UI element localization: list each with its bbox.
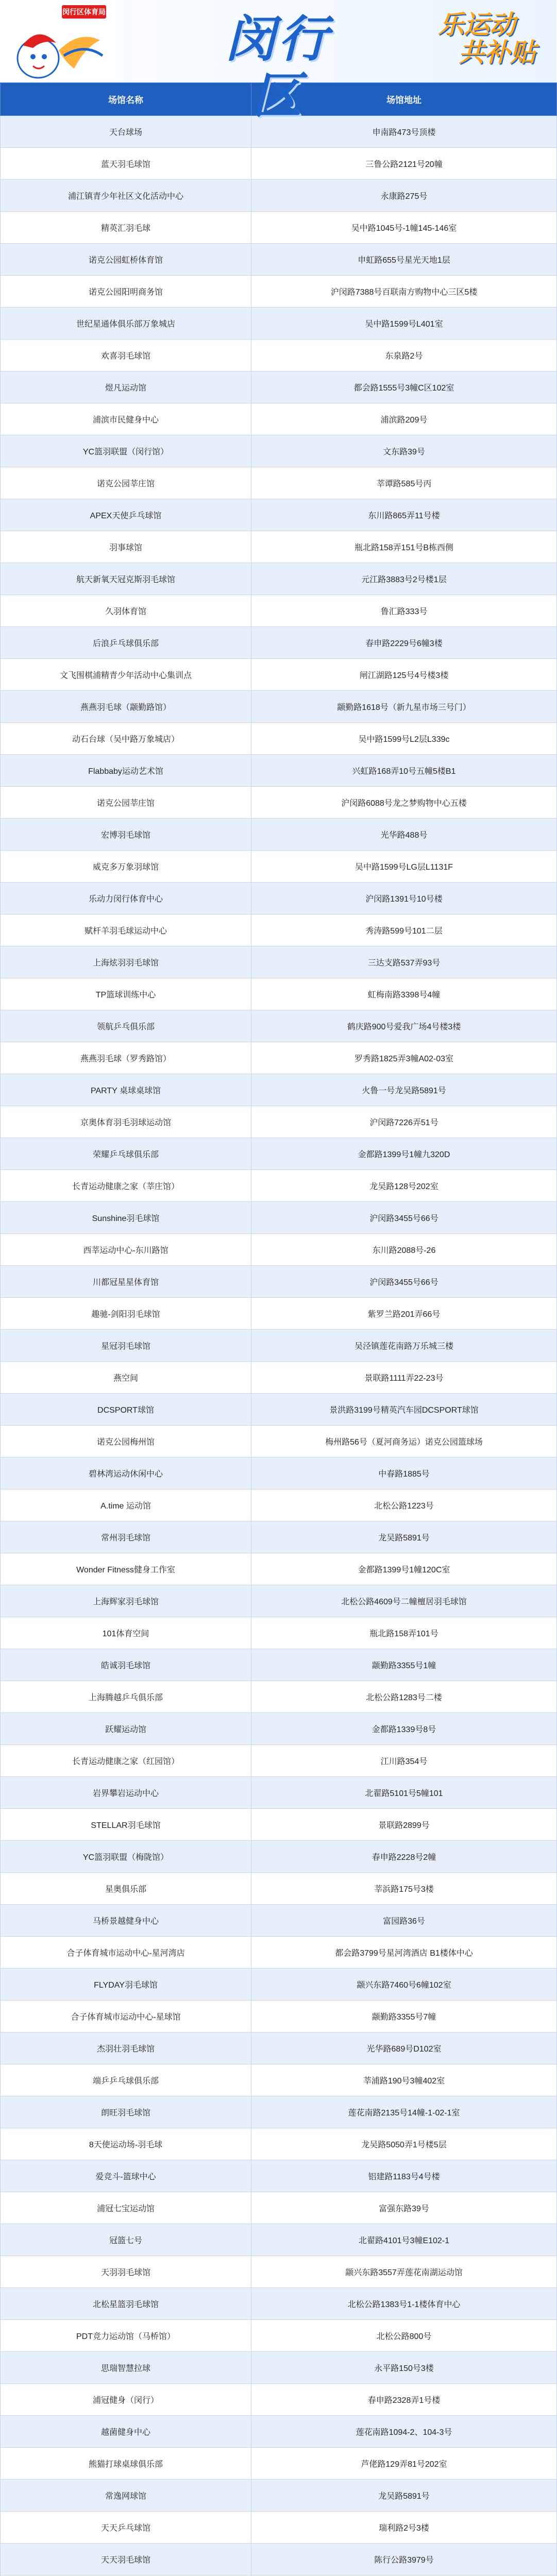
venue-name-cell: 浦江镇青少年社区文化活动中心 (1, 180, 251, 212)
venue-name-cell: 燕燕羽毛球（罗秀路馆） (1, 1042, 251, 1074)
table-row (1, 2160, 557, 2192)
venue-name-cell: 杰羽壮羽毛球馆 (1, 2032, 251, 2064)
venue-name-cell: 浦滨市民健身中心 (1, 403, 251, 435)
venue-name-cell: 动石台球（吴中路万象城店） (1, 723, 251, 755)
table-row (1, 1170, 557, 1202)
venue-name-cell: Flabbaby运动艺术馆 (1, 755, 251, 787)
table-row (1, 1809, 557, 1841)
table-row (1, 180, 557, 212)
venue-address-cell: 光华路689号D102室 (251, 2032, 557, 2064)
venue-name-cell: 浦冠健身（闵行） (1, 2384, 251, 2416)
table-row (1, 2288, 557, 2320)
table-row (1, 1873, 557, 1905)
venue-address-cell: 北松公路1283号二楼 (251, 1681, 557, 1713)
venue-table (0, 82, 557, 2576)
venue-address-cell: 吴中路1599号L2层L339c (251, 723, 557, 755)
table-row (1, 244, 557, 276)
venue-address-cell: 北翟路4101号3幢E102-1 (251, 2224, 557, 2256)
table-row (1, 1202, 557, 1234)
table-row (1, 2032, 557, 2064)
venue-name-cell: A.time 运动馆 (1, 1489, 251, 1521)
table-row (1, 2416, 557, 2448)
table-row (1, 1681, 557, 1713)
venue-name-cell: 后浪乒乓球俱乐部 (1, 627, 251, 659)
table-body (1, 116, 557, 2576)
venue-address-cell: 梅州路56号（夏河商务运）诺克公园篮球场 (251, 1426, 557, 1458)
venue-name-cell: 长青运动健康之家（莘庄馆） (1, 1170, 251, 1202)
venue-name-cell: 京奥体育羽毛羽球运动馆 (1, 1106, 251, 1138)
venue-name-cell: 冠篮七号 (1, 2224, 251, 2256)
venue-address-cell: 富强东路39号 (251, 2192, 557, 2224)
venue-address-cell: 莲花南路2135号14幢-1-02-1室 (251, 2096, 557, 2128)
venue-name-cell: 北松星篮羽毛球馆 (1, 2288, 251, 2320)
venue-address-cell: 永平路150号3楼 (251, 2352, 557, 2384)
venue-address-cell: 景联路2899号 (251, 1809, 557, 1841)
table-row (1, 2096, 557, 2128)
venue-name-cell: 上海辉家羽毛球馆 (1, 1585, 251, 1617)
venue-name-cell: 马桥景越健身中心 (1, 1905, 251, 1937)
venue-address-cell: 沪闵路7226弄51号 (251, 1106, 557, 1138)
table-row (1, 148, 557, 180)
venue-address-cell: 莲花南路1094-2、104-3号 (251, 2416, 557, 2448)
venue-name-cell: 常逸网球馆 (1, 2480, 251, 2512)
table-row (1, 1553, 557, 1585)
venue-name-cell: 星奥俱乐部 (1, 1873, 251, 1905)
venue-name-cell: 乐动力闵行体育中心 (1, 883, 251, 914)
table-row (1, 691, 557, 723)
venue-address-cell: 东川路2088号-26 (251, 1234, 557, 1266)
column-header-name: 场馆名称 (1, 83, 251, 116)
venue-address-cell: 三达支路537弄93号 (251, 946, 557, 978)
venue-address-cell: 颛勤路3355号7幢 (251, 2001, 557, 2032)
venue-name-cell: 燕空间 (1, 1362, 251, 1394)
venue-address-cell: 颛勤路3355号1幢 (251, 1649, 557, 1681)
venue-address-cell: 春申路2328弄1号楼 (251, 2384, 557, 2416)
table-row (1, 2192, 557, 2224)
venue-name-cell: PDT竞力运动馆（马桥馆） (1, 2320, 251, 2352)
table-row (1, 435, 557, 467)
venue-address-cell: 龙吴路128号202室 (251, 1170, 557, 1202)
venue-name-cell: 皓诚羽毛球馆 (1, 1649, 251, 1681)
venue-name-cell: 威克多万象羽球馆 (1, 851, 251, 883)
venue-address-cell: 申南路473号顶楼 (251, 116, 557, 148)
venue-address-cell: 虹梅南路3398号4幢 (251, 978, 557, 1010)
venue-name-cell: 蓝天羽毛球馆 (1, 148, 251, 180)
venue-address-cell: 沪闵路3455号66号 (251, 1202, 557, 1234)
venue-address-cell: 吴中路1599号LG层L1131F (251, 851, 557, 883)
table-row (1, 723, 557, 755)
venue-name-cell: 荣耀乒乓球俱乐部 (1, 1138, 251, 1170)
venue-name-cell: 上海炫羽羽毛球馆 (1, 946, 251, 978)
venue-address-cell: 罗秀路1825弄3幢A02-03室 (251, 1042, 557, 1074)
venue-address-cell: 北松公路1383号1-1楼体育中心 (251, 2288, 557, 2320)
venue-address-cell: 龙吴路5050弄1号楼5层 (251, 2128, 557, 2160)
venue-address-cell: 闸江湖路125号4号楼3楼 (251, 659, 557, 691)
venue-name-cell: 诺克公园梅州馆 (1, 1426, 251, 1458)
venue-address-cell: 颛兴东路3557弄莲花南湖运动馆 (251, 2256, 557, 2288)
venue-address-cell: 陈行公路3979号 (251, 2544, 557, 2575)
table-row (1, 2256, 557, 2288)
page-title: 闵行区 (226, 12, 331, 124)
table-row (1, 1266, 557, 1298)
table-row (1, 2064, 557, 2096)
venue-address-cell: 都会路3799号星河湾酒店 B1楼体中心 (251, 1937, 557, 1969)
table-row (1, 787, 557, 819)
venue-name-cell: 天天羽毛球馆 (1, 2544, 251, 2575)
venue-name-cell: 趣驰-剑阳羽毛球馆 (1, 1298, 251, 1330)
venue-name-cell: 诺克公园虹桥体育馆 (1, 244, 251, 276)
venue-name-cell: TP篮球训练中心 (1, 978, 251, 1010)
venue-address-cell: 沪闵路1391号10号楼 (251, 883, 557, 914)
table-row (1, 883, 557, 914)
table-row (1, 308, 557, 340)
venue-address-cell: 永康路275号 (251, 180, 557, 212)
table-row (1, 2320, 557, 2352)
venue-address-cell: 颛兴东路7460号6幢102室 (251, 1969, 557, 2001)
table-row (1, 2001, 557, 2032)
venue-name-cell: 诺克公园莘庄馆 (1, 787, 251, 819)
venue-address-cell: 光华路488号 (251, 819, 557, 851)
table-row (1, 2384, 557, 2416)
slogan-line-1: 乐运动 (438, 10, 515, 39)
table-row (1, 1042, 557, 1074)
venue-name-cell: 长青运动健康之家（红园馆） (1, 1745, 251, 1777)
venue-name-cell: 羽事球馆 (1, 531, 251, 563)
venue-name-cell: 诺克公园莘庄馆 (1, 467, 251, 499)
venue-name-cell: 精英汇羽毛球 (1, 212, 251, 244)
venue-address-cell: 金都路1399号1幢120C室 (251, 1553, 557, 1585)
venue-address-cell: 北松公路4609号二幢檀居羽毛球馆 (251, 1585, 557, 1617)
venue-address-cell: 中春路1885号 (251, 1458, 557, 1489)
venue-address-cell: 东川路865弄11号楼 (251, 499, 557, 531)
venue-name-cell: 星冠羽毛球馆 (1, 1330, 251, 1362)
venue-name-cell: 宏博羽毛球馆 (1, 819, 251, 851)
table-row (1, 1713, 557, 1745)
venue-address-cell: 春申路2228号2幢 (251, 1841, 557, 1873)
table-row (1, 2544, 557, 2575)
venue-address-cell: 沪闵路3455号66号 (251, 1266, 557, 1298)
venue-name-cell: PARTY 桌球桌球馆 (1, 1074, 251, 1106)
venue-name-cell: 端乒乒乓球俱乐部 (1, 2064, 251, 2096)
table-row (1, 1394, 557, 1426)
venue-name-cell: 越菌健身中心 (1, 2416, 251, 2448)
table-row (1, 2352, 557, 2384)
venue-address-cell: 北松公路1223号 (251, 1489, 557, 1521)
venue-name-cell: 8天使运动场-羽毛球 (1, 2128, 251, 2160)
venue-name-cell: APEX天使乒乓球馆 (1, 499, 251, 531)
venue-address-cell: 龙吴路5891号 (251, 2480, 557, 2512)
venue-name-cell: 合子体育城市运动中心-星河湾店 (1, 1937, 251, 1969)
venue-address-cell: 申虹路655号星光天地1层 (251, 244, 557, 276)
table-row (1, 851, 557, 883)
venue-address-cell: 吴泾镇莲花南路万乐城三楼 (251, 1330, 557, 1362)
venue-name-cell: 101体育空间 (1, 1617, 251, 1649)
venue-address-cell: 富园路36号 (251, 1905, 557, 1937)
venue-name-cell: 跃耀运动馆 (1, 1713, 251, 1745)
table-row (1, 340, 557, 371)
venue-address-cell: 兴虹路168弄10号五幢5楼B1 (251, 755, 557, 787)
venue-name-cell: 碧林湾运动休闲中心 (1, 1458, 251, 1489)
venue-address-cell: 北翟路5101号5幢101 (251, 1777, 557, 1809)
venue-name-cell: 西莘运动中心-东川路馆 (1, 1234, 251, 1266)
venue-name-cell: DCSPORT球馆 (1, 1394, 251, 1426)
table-row (1, 595, 557, 627)
venue-address-cell: 沪闵路6088号龙之梦购物中心五楼 (251, 787, 557, 819)
table-row (1, 1458, 557, 1489)
venue-name-cell: YC篮羽联盟（梅陇馆） (1, 1841, 251, 1873)
venue-name-cell: 常州羽毛球馆 (1, 1521, 251, 1553)
table-row (1, 2512, 557, 2544)
table-row (1, 1617, 557, 1649)
table-row (1, 1298, 557, 1330)
venue-name-cell: 世纪星通体俱乐部万象城店 (1, 308, 251, 340)
venue-name-cell: 川都冠星星体育馆 (1, 1266, 251, 1298)
table-row (1, 1905, 557, 1937)
venue-name-cell: 上海腾越乒乓俱乐部 (1, 1681, 251, 1713)
venue-address-cell: 颛勤路1618号（新九星市场三号门） (251, 691, 557, 723)
venue-name-cell: 朗旺羽毛球馆 (1, 2096, 251, 2128)
venue-address-cell: 元江路3883号2号楼1层 (251, 563, 557, 595)
venue-address-cell: 金都路1339号8号 (251, 1713, 557, 1745)
table-row (1, 531, 557, 563)
venue-address-cell: 金都路1399号1幢九320D (251, 1138, 557, 1170)
venue-name-cell: STELLAR羽毛球馆 (1, 1809, 251, 1841)
venue-address-cell: 沪闵路7388号百联南方购物中心三区5楼 (251, 276, 557, 308)
venue-address-cell: 浦滨路209号 (251, 403, 557, 435)
table-row (1, 1585, 557, 1617)
venue-name-cell: 欢喜羽毛球馆 (1, 340, 251, 371)
table-row (1, 1841, 557, 1873)
venue-name-cell: 岩界攀岩运动中心 (1, 1777, 251, 1809)
table-row (1, 1234, 557, 1266)
table-row (1, 627, 557, 659)
table-row (1, 914, 557, 946)
venue-address-cell: 鲁汇路333号 (251, 595, 557, 627)
table-row (1, 371, 557, 403)
venue-address-cell: 三鲁公路2121号20幢 (251, 148, 557, 180)
table-row (1, 946, 557, 978)
venue-name-cell: 天羽羽毛球馆 (1, 2256, 251, 2288)
venue-address-cell: 火鲁一号龙吴路5891号 (251, 1074, 557, 1106)
venue-name-cell: 天天乒乓球馆 (1, 2512, 251, 2544)
table-row (1, 1489, 557, 1521)
venue-name-cell: 领航乒乓俱乐部 (1, 1010, 251, 1042)
table-row (1, 755, 557, 787)
venue-name-cell: FLYDAY羽毛球馆 (1, 1969, 251, 2001)
venue-address-cell: 紫罗兰路201弄66号 (251, 1298, 557, 1330)
slogan-line-2: 共补贴 (459, 38, 536, 67)
table-row (1, 1937, 557, 1969)
table-row (1, 563, 557, 595)
venue-name-cell: 熊猫打球桌球俱乐部 (1, 2448, 251, 2480)
table-row (1, 1969, 557, 2001)
venue-address-cell: 吴中路1045号-1幢145-146室 (251, 212, 557, 244)
venue-address-cell: 都会路1555号3幢C区102室 (251, 371, 557, 403)
venue-name-cell: 浦冠七宝运动馆 (1, 2192, 251, 2224)
venue-address-cell: 秀涛路599号101二层 (251, 914, 557, 946)
table-row (1, 659, 557, 691)
slogan (438, 10, 536, 72)
column-header-address: 场馆地址 (251, 83, 557, 116)
table-row (1, 1521, 557, 1553)
venue-address-cell: 东泉路2号 (251, 340, 557, 371)
venue-address-cell: 春申路2229号6幢3楼 (251, 627, 557, 659)
organization-badge: 闵行区体育局 (62, 5, 106, 19)
venue-address-cell: 北松公路800号 (251, 2320, 557, 2352)
venue-address-cell: 瓶北路158弄101号 (251, 1617, 557, 1649)
table-row (1, 276, 557, 308)
venue-address-cell: 文东路39号 (251, 435, 557, 467)
venue-name-cell: 思瑞智慧拉球 (1, 2352, 251, 2384)
venue-address-cell: 莘浦路190号3幢402室 (251, 2064, 557, 2096)
table-row (1, 1010, 557, 1042)
venue-name-cell: 天台球场 (1, 116, 251, 148)
venue-name-cell: Sunshine羽毛球馆 (1, 1202, 251, 1234)
mascot-icon (7, 20, 105, 80)
venue-address-cell: 瓶北路158弄151号B栋西侧 (251, 531, 557, 563)
venue-name-cell: Wonder Fitness健身工作室 (1, 1553, 251, 1585)
venue-address-cell: 瑞利路2号3楼 (251, 2512, 557, 2544)
venue-address-cell: 景联路1111弄22-23号 (251, 1362, 557, 1394)
table-row (1, 2128, 557, 2160)
table-row (1, 1362, 557, 1394)
venue-name-cell: 航天新氧天冠克斯羽毛球馆 (1, 563, 251, 595)
venue-name-cell: 久羽体育馆 (1, 595, 251, 627)
table-row (1, 1649, 557, 1681)
venue-address-cell: 莘浜路175号3楼 (251, 1873, 557, 1905)
venue-address-cell: 莘谭路585号丙 (251, 467, 557, 499)
venue-name-cell: 煜凡运动馆 (1, 371, 251, 403)
table-row (1, 819, 557, 851)
venue-address-cell: 鹤庆路900号爱我广场4号楼3楼 (251, 1010, 557, 1042)
venue-name-cell: 赋杆羊羽毛球运动中心 (1, 914, 251, 946)
table-row (1, 2480, 557, 2512)
table-row (1, 1106, 557, 1138)
table-row (1, 212, 557, 244)
venue-name-cell: 爱竞斗-篮球中心 (1, 2160, 251, 2192)
table-row (1, 2224, 557, 2256)
venue-name-cell: 诺克公园阳明商务馆 (1, 276, 251, 308)
table-row (1, 1138, 557, 1170)
venue-name-cell: 合子体育城市运动中心-星球馆 (1, 2001, 251, 2032)
table-row (1, 2448, 557, 2480)
venue-address-cell: 铝建路1183号4号楼 (251, 2160, 557, 2192)
venue-address-cell: 景洪路3199号精英汽车园DCSPORT球馆 (251, 1394, 557, 1426)
table-row (1, 978, 557, 1010)
venue-name-cell: 文飞围棋浦精青少年活动中心集训点 (1, 659, 251, 691)
table-row (1, 1426, 557, 1458)
venue-address-cell: 龙吴路5891号 (251, 1521, 557, 1553)
venue-address-cell: 江川路354号 (251, 1745, 557, 1777)
table-row (1, 1074, 557, 1106)
table-row (1, 1745, 557, 1777)
venue-name-cell: YC篮羽联盟（闵行馆） (1, 435, 251, 467)
table-row (1, 467, 557, 499)
table-row (1, 403, 557, 435)
table-row (1, 499, 557, 531)
venue-address-cell: 吴中路1599号L401室 (251, 308, 557, 340)
table-row (1, 1777, 557, 1809)
venue-name-cell: 燕燕羽毛球（颛勤路馆） (1, 691, 251, 723)
venue-address-cell: 芦佬路129弄81号202室 (251, 2448, 557, 2480)
table-row (1, 1330, 557, 1362)
